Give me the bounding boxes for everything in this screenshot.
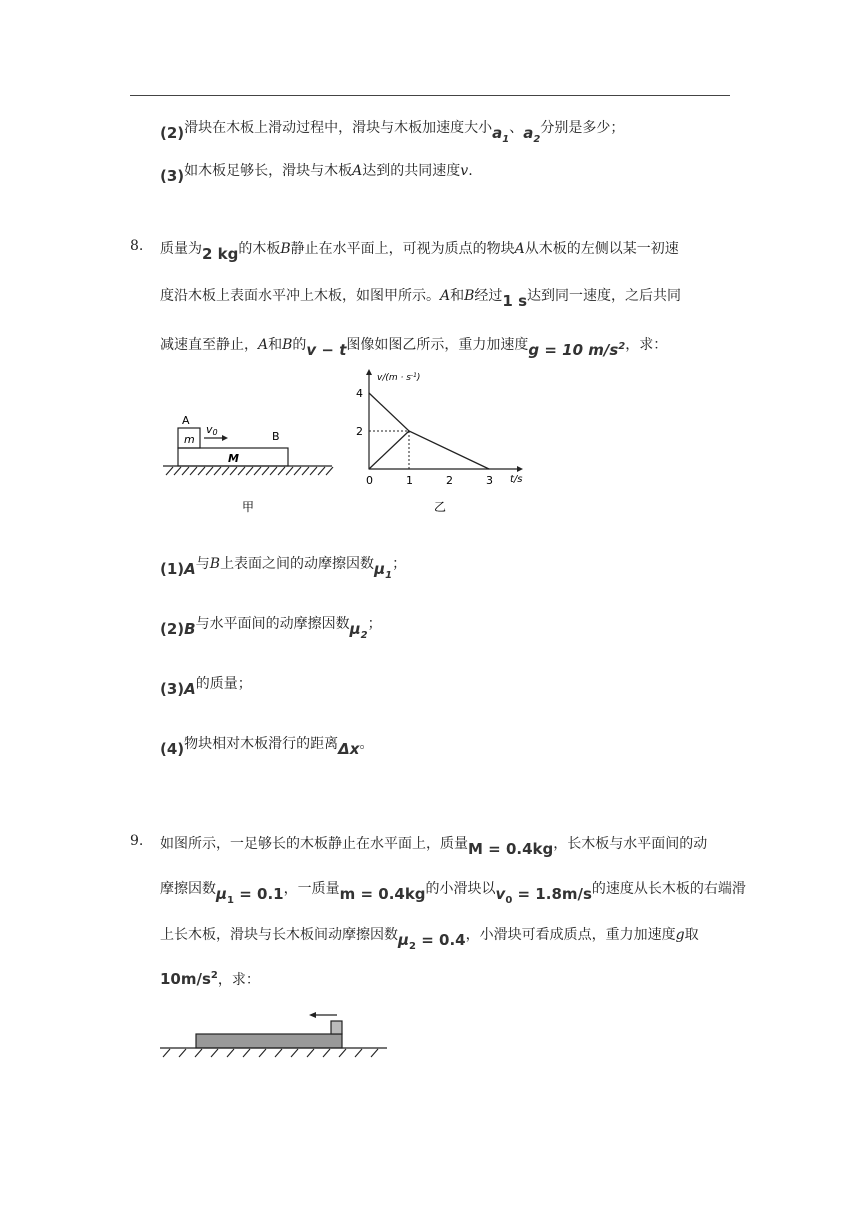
- hatch-mark: [291, 1049, 298, 1057]
- question-8-number: 8.: [130, 238, 144, 254]
- hatch-mark: [182, 467, 189, 475]
- hatch-mark: [371, 1049, 378, 1057]
- q8-line-2: 度沿木板上表面水平冲上木板，如图甲所示。A和B经过1 s达到同一速度，之后共同: [160, 288, 682, 310]
- figure-yi-chart: [352, 365, 532, 520]
- data-point: [368, 392, 369, 393]
- header-rule: [130, 95, 730, 96]
- hatch-mark: [323, 1049, 330, 1057]
- hatch-mark: [214, 467, 221, 475]
- q9-line-4: $10m/s^2$，求：: [160, 970, 260, 988]
- x-axis-arrowhead: [517, 466, 523, 472]
- q8-sub-3: (3)A的质量；: [160, 676, 252, 698]
- figure-q9: [155, 1005, 395, 1070]
- prev-item-2: (2)滑块在木板上滑动过程中，滑块与木板加速度大小$a_1$、$a_2$分别是多少；: [160, 120, 625, 145]
- hatch-mark: [355, 1049, 362, 1057]
- hatch-mark: [302, 467, 309, 475]
- data-point: [408, 430, 409, 431]
- x-tick-label: 0: [366, 474, 373, 487]
- long-board: [196, 1034, 342, 1048]
- q9-line-1: 如图所示，一足够长的木板静止在水平面上，质量M = 0.4kg，长木板与水平面间的动: [160, 836, 708, 858]
- hatch-mark: [275, 1049, 282, 1057]
- x-tick-label: 2: [446, 474, 453, 487]
- hatch-mark: [310, 467, 317, 475]
- q9-line-2: 摩擦因数$\mu_1 = 0.1$，一质量m = 0.4kg的小滑块以$v_0 = 1.8m/s$的速度从长木板的右端滑: [160, 881, 746, 906]
- hatch-mark: [294, 467, 301, 475]
- label-a: A: [182, 414, 190, 427]
- q9-line-3: 上长木板，滑块与长木板间动摩擦因数$\mu_2 = 0.4$，小滑块可看成质点，重力加速度g取: [160, 927, 699, 952]
- hatch-mark: [179, 1049, 186, 1057]
- hatch-mark: [326, 467, 333, 475]
- hatch-mark: [227, 1049, 234, 1057]
- q8-sub-2: (2)B与水平面间的动摩擦因数$\mu_2$；: [160, 616, 382, 641]
- x-axis-label: t/s: [510, 474, 523, 485]
- y-axis-label: $v/(m \cdot s^{-1})$: [377, 372, 421, 383]
- hatch-mark: [254, 467, 261, 475]
- hatch-mark: [278, 467, 285, 475]
- small-block: [331, 1021, 342, 1034]
- question-9-number: 9.: [130, 833, 144, 849]
- x-tick-label: 3: [486, 474, 493, 487]
- hatch-mark: [243, 1049, 250, 1057]
- hatch-mark: [222, 467, 229, 475]
- q8-sub-1: (1)A与B上表面之间的动摩擦因数$\mu_1$；: [160, 556, 407, 581]
- hatch-mark: [230, 467, 237, 475]
- hatch-mark: [190, 467, 197, 475]
- caption-jia: 甲: [242, 500, 255, 514]
- hatch-mark: [307, 1049, 314, 1057]
- ground-hatch: [166, 467, 333, 475]
- y-tick-label: 2: [356, 425, 363, 438]
- figure-jia: [160, 405, 340, 520]
- hatch-mark: [262, 467, 269, 475]
- hatch-mark: [259, 1049, 266, 1057]
- q8-line-1: 质量为2 kg的木板B静止在水平面上，可视为质点的物块A从木板的左侧以某一初速: [160, 241, 679, 263]
- hatch-mark: [246, 467, 253, 475]
- y-tick-label: 4: [356, 387, 363, 400]
- caption-yi: 乙: [434, 500, 447, 514]
- hatch-mark: [206, 467, 213, 475]
- hatch-mark: [198, 467, 205, 475]
- series-line-2: [369, 431, 409, 469]
- q8-line-3: 减速直至静止，A和B的v − t图像如图乙所示，重力加速度g = 10 $m/s^2$，求：: [160, 337, 668, 359]
- hatch-mark: [339, 1049, 346, 1057]
- ground-hatch-q9: [163, 1049, 378, 1057]
- hatch-mark: [166, 467, 173, 475]
- label-big-m: M: [228, 452, 239, 465]
- hatch-mark: [174, 467, 181, 475]
- hatch-mark: [318, 467, 325, 475]
- label-m: m: [184, 433, 195, 446]
- hatch-mark: [286, 467, 293, 475]
- y-axis-arrowhead: [366, 369, 372, 375]
- label-v0: v0: [206, 423, 218, 437]
- velocity-arrowhead: [222, 435, 228, 441]
- motion-arrowhead: [309, 1012, 316, 1018]
- q8-sub-4: (4)物块相对木板滑行的距离Δx。: [160, 736, 374, 758]
- prev-item-3: (3)如木板足够长，滑块与木板A达到的共同速度v.: [160, 163, 473, 185]
- hatch-mark: [270, 467, 277, 475]
- hatch-mark: [163, 1049, 170, 1057]
- hatch-mark: [195, 1049, 202, 1057]
- hatch-mark: [211, 1049, 218, 1057]
- label-b: B: [272, 430, 280, 443]
- data-point: [368, 468, 369, 469]
- x-tick-label: 1: [406, 474, 413, 487]
- hatch-mark: [238, 467, 245, 475]
- data-point: [488, 468, 489, 469]
